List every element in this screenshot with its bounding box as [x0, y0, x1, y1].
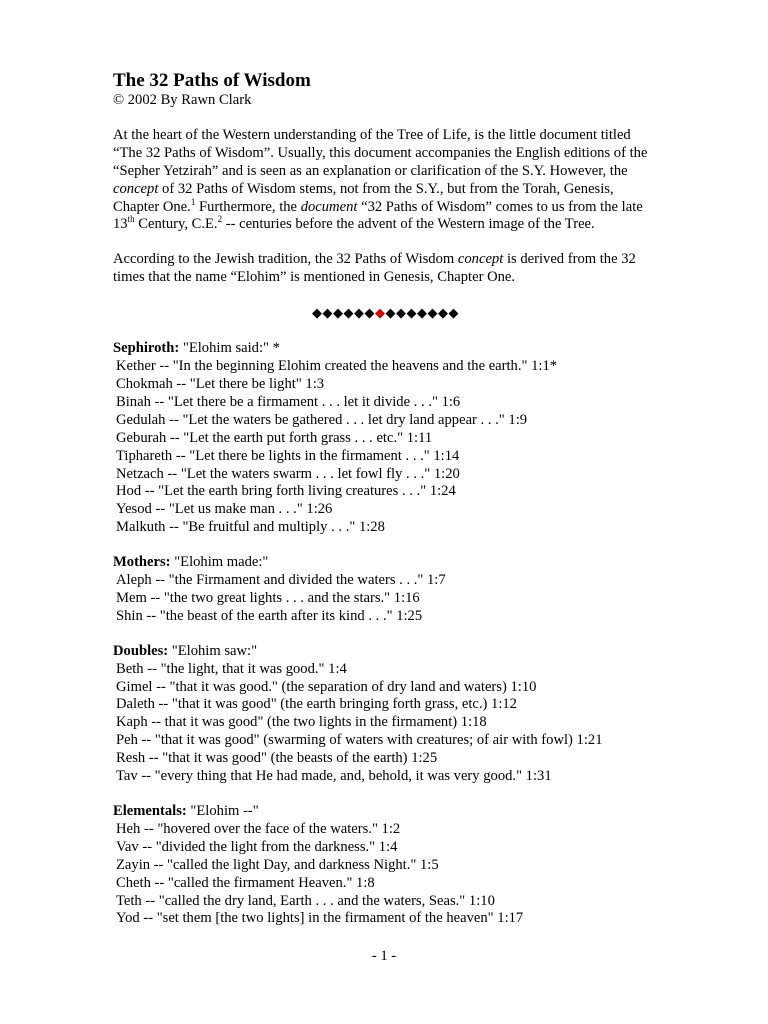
section-label: Doubles:: [113, 642, 169, 659]
list-item: Yesod -- "Let us make man . . ." 1:26: [116, 501, 333, 518]
list-item: Teth -- "called the dry land, Earth . . . and the waters, Seas." 1:10: [116, 892, 495, 909]
text: of 32 Paths of Wisdom stems, not from the S.Y., but from the Torah, Genesis, Chapter One.: [113, 180, 614, 215]
text: According to the Jewish tradition, the 32 Paths of Wisdom: [113, 251, 458, 268]
footnote-marker-2[interactable]: 2: [217, 214, 223, 225]
list-item: Zayin -- "called the light Day, and darkness Night." 1:5: [116, 856, 439, 873]
section-subhead: "Elohim saw:": [168, 642, 258, 659]
list-item: Peh -- "that it was good" (swarming of waters with creatures; of air with fowl) 1:21: [116, 732, 603, 749]
page-number: - 1 -: [371, 948, 397, 964]
text: Century, C.E.: [134, 216, 218, 233]
list-item: Tiphareth -- "Let there be lights in the firmament . . ." 1:14: [116, 447, 460, 464]
list-item: Malkuth -- "Be fruitful and multiply . . ." 1:28: [116, 519, 385, 536]
section-heading: [113, 340, 658, 358]
diamond-icon: ◆: [322, 305, 333, 321]
diamond-icon: ◆: [396, 305, 407, 321]
diamond-icon: ◆: [385, 305, 396, 321]
document-page: [113, 70, 658, 945]
list-item: Yod -- "set them [the two lights] in the firmament of the heaven" 1:17: [116, 910, 524, 927]
list-item: Vav -- "divided the light from the darkness." 1:4: [116, 838, 398, 855]
diamond-icon: ◆: [427, 305, 438, 321]
emphasis-concept: concept: [113, 180, 159, 197]
list-item: Hod -- "Let the earth bring forth living creatures . . ." 1:24: [116, 483, 456, 500]
list-item: Heh -- "hovered over the face of the waters." 1:2: [116, 820, 401, 837]
section-subhead: "Elohim said:" *: [179, 340, 280, 357]
section-heading: [113, 643, 658, 661]
diamond-icon: ◆: [364, 305, 375, 321]
list-item: Resh -- "that it was good" (the beasts of the earth) 1:25: [116, 750, 438, 767]
section-label: Sephiroth:: [113, 340, 180, 357]
diamond-icon: ◆: [406, 305, 417, 321]
list-item: Kether -- "In the beginning Elohim created the heavens and the earth." 1:1*: [116, 358, 558, 375]
byline: © 2002 By Rawn Clark: [113, 92, 252, 108]
red-diamond-icon: ◆: [375, 305, 386, 321]
section-doubles: [113, 643, 658, 786]
section-heading: [113, 803, 658, 821]
sections-container: [113, 340, 658, 928]
list-item: Kaph -- that it was good" (the two lights in the firmament) 1:18: [116, 714, 487, 731]
diamond-divider: [113, 304, 658, 322]
intro-paragraph-2: [113, 251, 658, 287]
section-subhead: "Elohim made:": [170, 554, 269, 571]
diamond-icon: ◆: [448, 305, 459, 321]
list-item: Netzach -- "Let the waters swarm . . . let fowl fly . . ." 1:20: [116, 465, 460, 482]
diamond-icon: ◆: [312, 305, 323, 321]
list-item: Aleph -- "the Firmament and divided the waters . . ." 1:7: [116, 572, 446, 589]
list-item: Gimel -- "that it was good." (the separation of dry land and waters) 1:10: [116, 678, 537, 695]
section-heading: [113, 554, 658, 572]
list-item: Gedulah -- "Let the waters be gathered . . . let dry land appear . . ." 1:9: [116, 411, 528, 428]
section-sephiroth: [113, 340, 658, 537]
section-label: Mothers:: [113, 554, 171, 571]
document-title: The 32 Paths of Wisdom: [113, 70, 311, 91]
list-item: Chokmah -- "Let there be light" 1:3: [116, 375, 325, 392]
list-item: Geburah -- "Let the earth put forth grass . . . etc." 1:11: [116, 429, 433, 446]
section-subhead: "Elohim --": [186, 803, 259, 819]
intro-paragraph-1: [113, 127, 658, 234]
text: At the heart of the Western understanding of the Tree of Life, is the little document titled “The 32 Paths of Wisdom”. Usually, this document accompanies the English editions of the “Sepher Yetzirah” and is seen as an explanation or clarification of the S.Y. However, the: [113, 126, 648, 179]
diamond-icon: ◆: [343, 305, 354, 321]
text: Furthermore, the: [195, 198, 301, 215]
section-mothers: [113, 554, 658, 626]
section-label: Elementals:: [113, 803, 187, 819]
diamond-icon: ◆: [354, 305, 365, 321]
text: is derived from the 32 times that the name “Elohim” is mentioned in Genesis, Chapter One.: [113, 251, 636, 286]
list-item: Cheth -- "called the firmament Heaven." 1:8: [116, 874, 375, 891]
list-item: Binah -- "Let there be a firmament . . . let it divide . . ." 1:6: [116, 393, 461, 410]
list-item: Tav -- "every thing that He had made, and, behold, it was very good." 1:31: [116, 768, 552, 785]
diamond-icon: ◆: [333, 305, 344, 321]
footnote-marker-1[interactable]: 1: [190, 196, 196, 207]
emphasis-document: document: [300, 198, 358, 215]
diamond-icon: ◆: [417, 305, 428, 321]
section-elementals: [113, 803, 658, 928]
diamond-icon: ◆: [438, 305, 449, 321]
list-item: Shin -- "the beast of the earth after its kind . . ." 1:25: [116, 607, 423, 624]
emphasis-concept: concept: [457, 251, 504, 268]
list-item: Mem -- "the two great lights . . . and the stars." 1:16: [116, 589, 420, 606]
list-item: Beth -- "the light, that it was good." 1:4: [116, 660, 347, 677]
text: -- centuries before the advent of the Western image of the Tree.: [222, 216, 595, 233]
list-item: Daleth -- "that it was good" (the earth bringing forth grass, etc.) 1:12: [116, 696, 517, 713]
ordinal-suffix: th: [127, 214, 135, 225]
text: “32 Paths of Wisdom” comes to us from the late 13: [113, 198, 643, 233]
